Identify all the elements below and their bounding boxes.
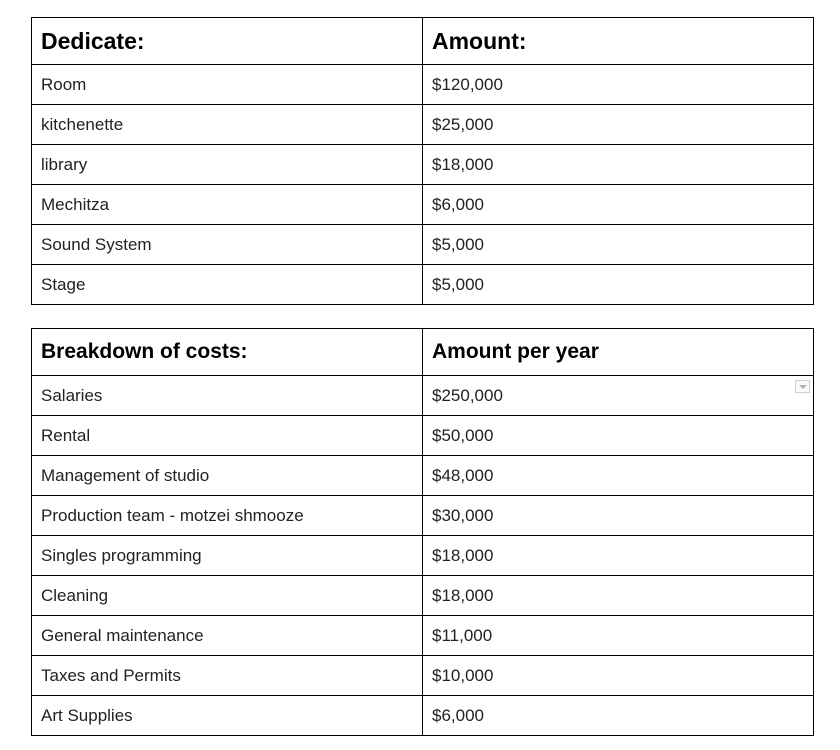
amount-cell[interactable]: $18,000 — [423, 576, 814, 616]
amount-cell[interactable]: $10,000 — [423, 656, 814, 696]
table-row — [32, 496, 814, 536]
amount-cell[interactable]: $30,000 — [423, 496, 814, 536]
table-row — [32, 656, 814, 696]
item-cell[interactable]: Sound System — [32, 225, 423, 265]
table-row — [32, 696, 814, 736]
amount-cell[interactable]: $5,000 — [423, 225, 814, 265]
table-row — [32, 145, 814, 185]
item-cell[interactable]: library — [32, 145, 423, 185]
table-row — [32, 536, 814, 576]
header-amount[interactable]: Amount: — [423, 18, 814, 65]
amount-cell[interactable]: $120,000 — [423, 65, 814, 105]
item-cell[interactable]: Rental — [32, 416, 423, 456]
amount-cell[interactable]: $18,000 — [423, 536, 814, 576]
header-breakdown[interactable]: Breakdown of costs: — [32, 329, 423, 376]
item-cell[interactable]: Stage — [32, 265, 423, 305]
table-row — [32, 65, 814, 105]
item-cell[interactable]: Salaries — [32, 376, 423, 416]
amount-text: $250,000 — [432, 385, 503, 405]
header-amount-per-year[interactable]: Amount per year — [423, 329, 814, 376]
item-cell[interactable]: Cleaning — [32, 576, 423, 616]
dedicate-table — [31, 17, 814, 305]
table-row — [32, 185, 814, 225]
table-row — [32, 105, 814, 145]
amount-cell[interactable]: $18,000 — [423, 145, 814, 185]
table-row — [32, 225, 814, 265]
item-cell[interactable]: Room — [32, 65, 423, 105]
header-dedicate[interactable]: Dedicate: — [32, 18, 423, 65]
table-row — [32, 265, 814, 305]
dropdown-arrow-icon[interactable] — [795, 380, 810, 393]
amount-cell[interactable]: $6,000 — [423, 185, 814, 225]
amount-cell[interactable]: $6,000 — [423, 696, 814, 736]
costs-table — [31, 328, 814, 736]
item-cell[interactable]: Art Supplies — [32, 696, 423, 736]
amount-cell[interactable]: $50,000 — [423, 416, 814, 456]
amount-cell[interactable]: $48,000 — [423, 456, 814, 496]
item-cell[interactable]: Management of studio — [32, 456, 423, 496]
item-cell[interactable]: Taxes and Permits — [32, 656, 423, 696]
table-row — [32, 376, 814, 416]
amount-cell[interactable] — [423, 376, 814, 416]
table-row — [32, 576, 814, 616]
amount-cell[interactable]: $25,000 — [423, 105, 814, 145]
item-cell[interactable]: General maintenance — [32, 616, 423, 656]
table-row — [32, 616, 814, 656]
item-cell[interactable]: Production team - motzei shmooze — [32, 496, 423, 536]
item-cell[interactable]: Mechitza — [32, 185, 423, 225]
table-header-row — [32, 329, 814, 376]
amount-cell[interactable]: $5,000 — [423, 265, 814, 305]
item-cell[interactable]: kitchenette — [32, 105, 423, 145]
table-row — [32, 456, 814, 496]
table-row — [32, 416, 814, 456]
item-cell[interactable]: Singles programming — [32, 536, 423, 576]
amount-cell[interactable]: $11,000 — [423, 616, 814, 656]
table-header-row — [32, 18, 814, 65]
